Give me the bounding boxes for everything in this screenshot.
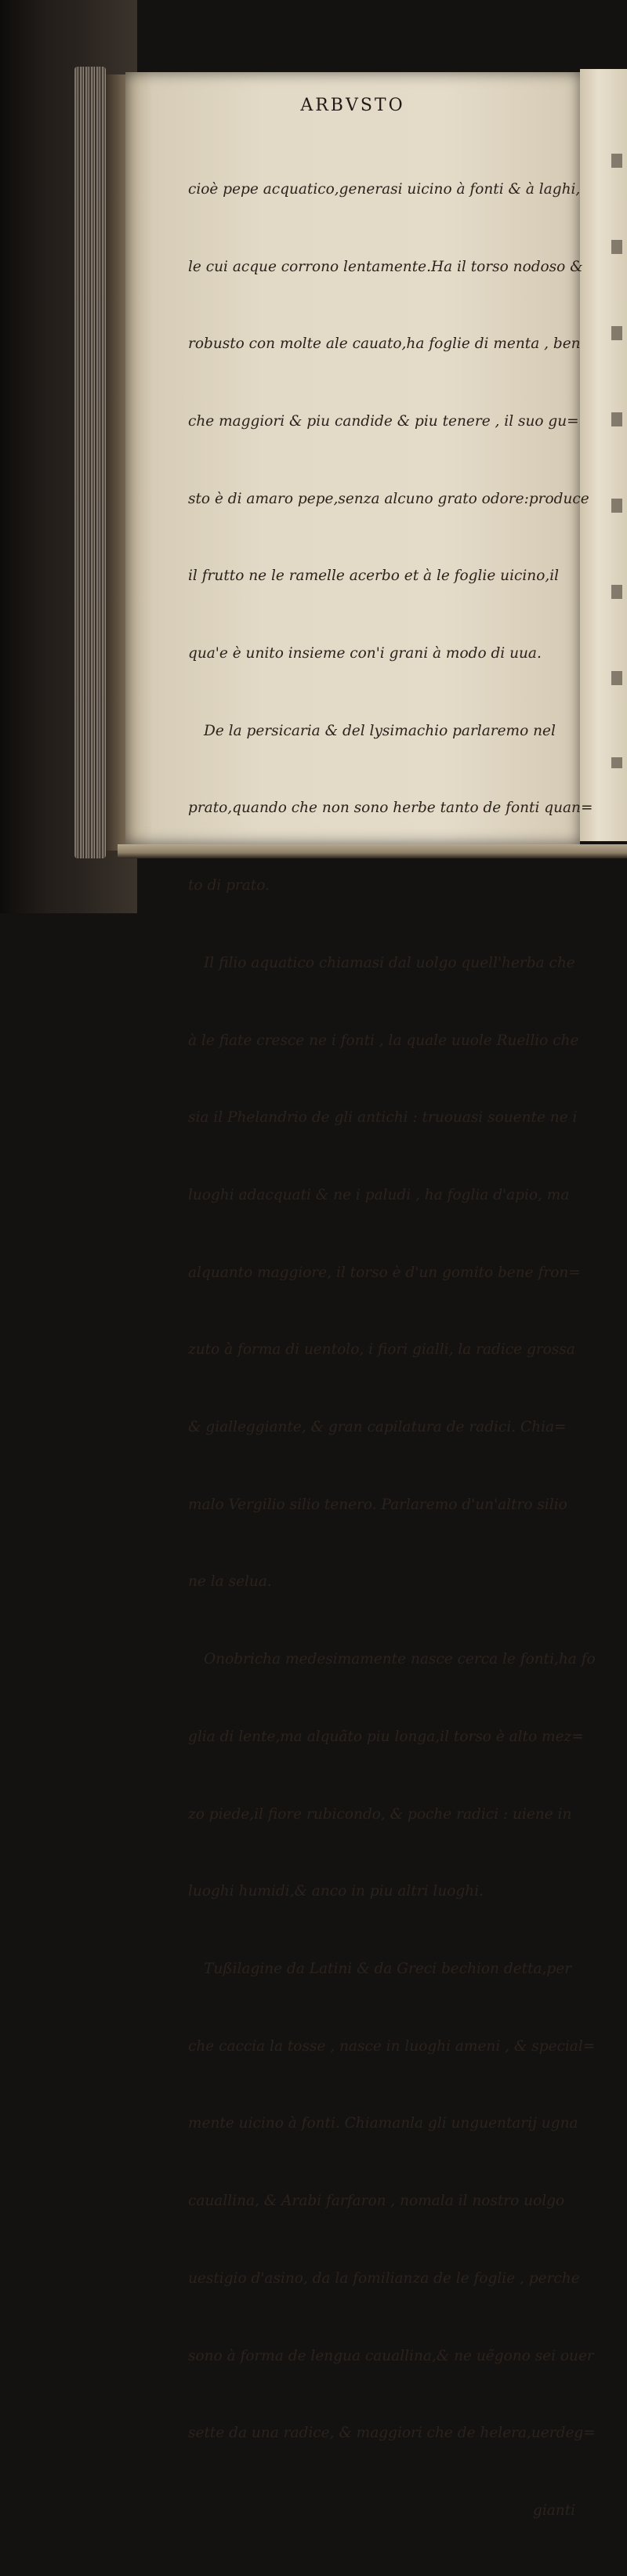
text-line: glia di lente,ma alquãto piu longa,il torso è alto mez=	[188, 1728, 584, 1745]
text-line: luoghi adacquati & ne i paludi , ha foglia d'apio, ma	[188, 1186, 570, 1203]
text-line: sia il Phelandrio de gli antichi : truouasi souente ne i	[188, 1109, 578, 1127]
text-line: Onobricha medesimamente nasce cerca le fonti,ha fo	[204, 1651, 596, 1668]
text-line: che maggiori & piu candide & piu tenere , il suo gu=	[188, 412, 579, 430]
text-line: zo piede,il fiore rubicondo, & poche radici : uiene in	[188, 1805, 572, 1823]
page-text	[188, 125, 619, 2576]
text-line: cioè pepe acquatico,generasi uicino à fonti & à laghi,	[188, 180, 581, 198]
text-line: Tußilagine da Latini & da Greci bechion detta,per	[204, 1960, 572, 1977]
text-line: malo Vergilio silio tenero. Parlaremo d'un'altro silio	[188, 1496, 567, 1513]
text-line: & gialleggiante, & gran capilatura de radici. Chia=	[188, 1419, 567, 1436]
text-line: De la persicaria & del lysimachio parlaremo nel	[204, 722, 556, 739]
text-line: sto è di amaro pepe,senza alcuno grato odore:produce	[188, 490, 589, 507]
text-line: Il filio aquatico chiamasi dal uolgo quell'herba che	[204, 954, 575, 971]
catchword: gianti	[533, 2502, 576, 2519]
running-head-text: ARBVSTO	[300, 96, 405, 115]
text-line: ne la selua.	[188, 1573, 272, 1591]
text-line: luoghi humidi,& anco in piu altri luoghi.	[188, 1883, 484, 1900]
running-head	[125, 96, 580, 127]
text-line: che caccia la tosse , nasce in luoghi ameni , & special=	[188, 2037, 596, 2055]
text-line: alquanto maggiore, il torso è d'un gomito bene fron=	[188, 1264, 581, 1281]
text-line: prato,quando che non sono herbe tanto de fonti quan=	[188, 800, 593, 817]
text-line: cauallina, & Arabi farfaron , nomala il nostro uolgo	[188, 2193, 565, 2210]
page-stack-edge	[74, 67, 106, 858]
text-line: sette da una radice, & maggiori che de helera,uerdeg=	[188, 2425, 596, 2442]
text-line: sono à forma de lengua cauallina,& ne uẽgono sei ouer	[188, 2347, 594, 2364]
text-line: mente uicino à fonti. Chiamanla gli unguentarij ugna	[188, 2115, 578, 2132]
text-line: robusto con molte ale cauato,ha foglie di menta , ben	[188, 336, 581, 353]
text-line: qua'e è unito insieme con'i grani à modo di uua.	[188, 645, 542, 662]
text-line: il frutto ne le ramelle acerbo et à le foglie uicino,il	[188, 568, 560, 585]
text-line: à le fiate cresce ne i fonti , la quale uuole Ruellio che	[188, 1032, 579, 1049]
text-line: le cui acque corrono lentamente.Ha il torso nodoso &	[188, 258, 583, 275]
text-line: to di prato.	[188, 877, 270, 894]
text-line: zuto à forma di uentolo, i fiori gialli, la radice grossa	[188, 1341, 575, 1359]
text-line: uestigio d'asino, da la fomilianza de le foglie , perche	[188, 2269, 580, 2287]
